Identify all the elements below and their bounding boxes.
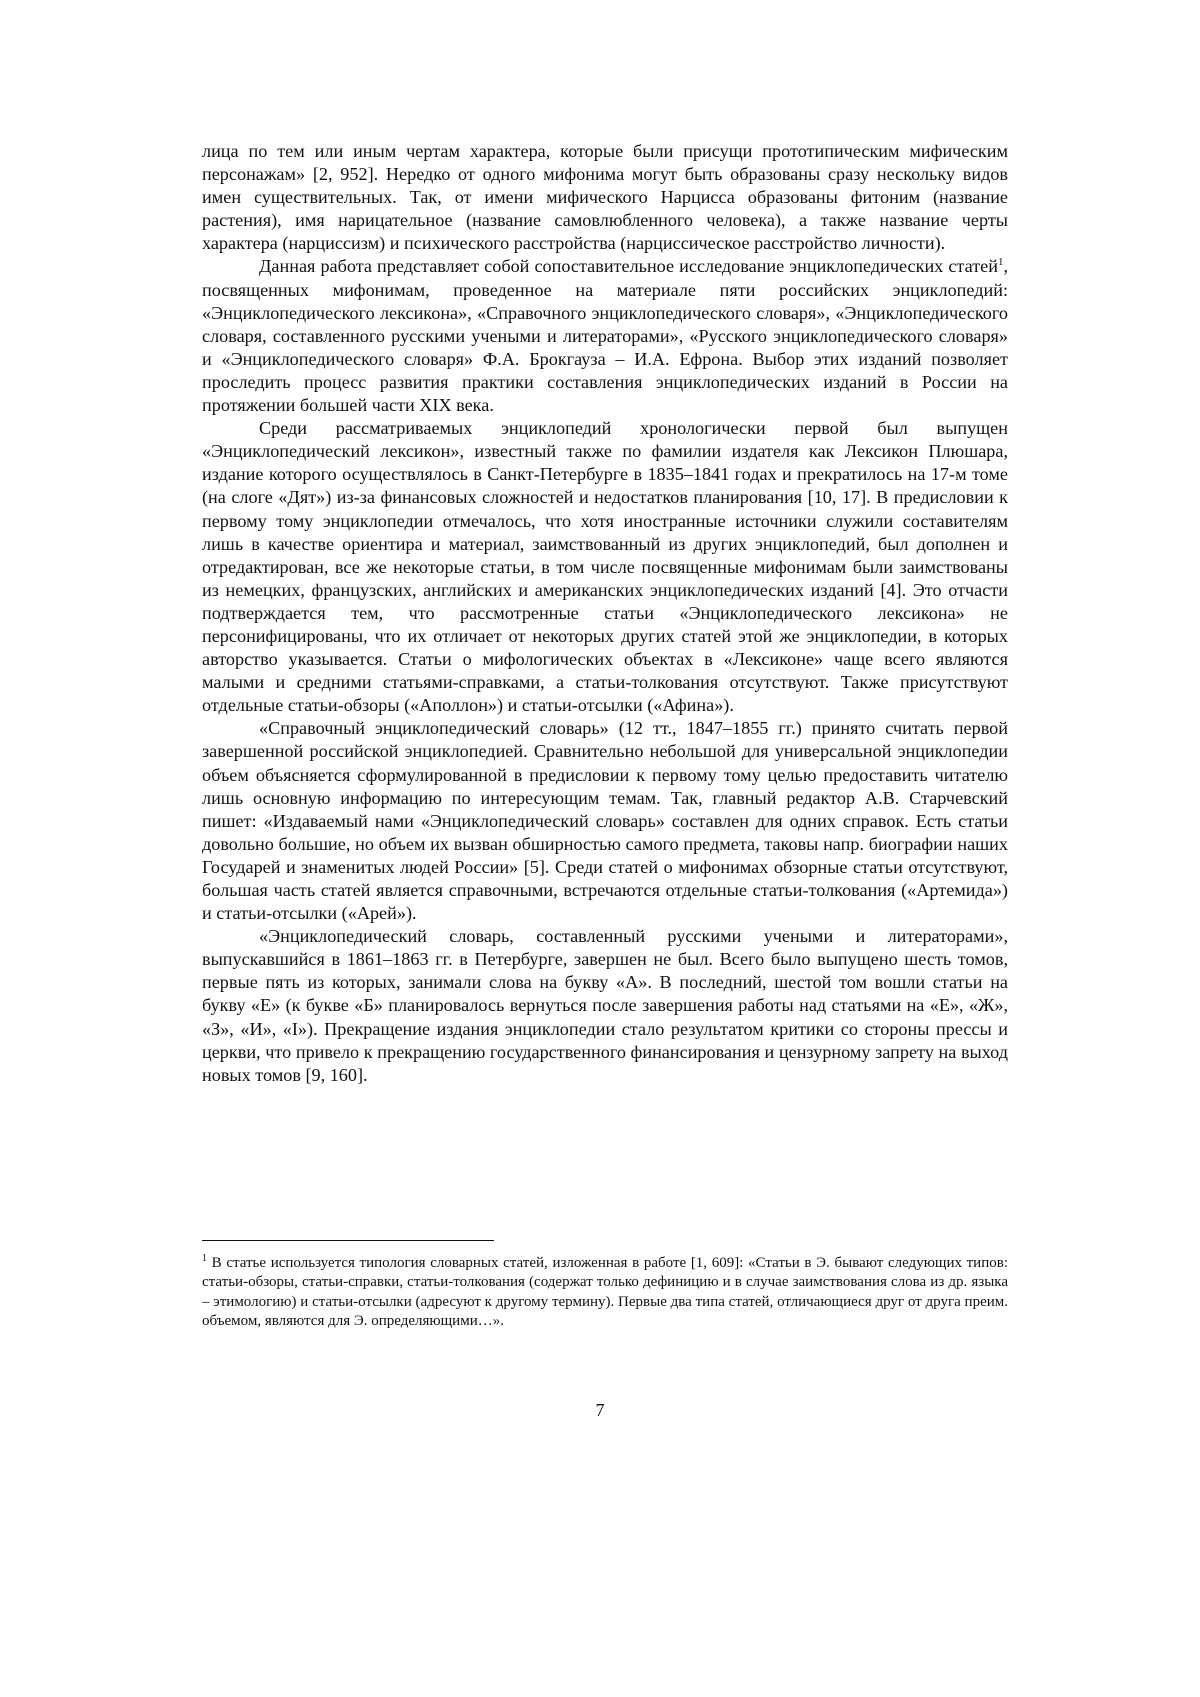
- footnote: [202, 1254, 1008, 1331]
- body-text: [202, 140, 1008, 1087]
- footnote-separator: [202, 1240, 494, 1241]
- footnote-mark: 1: [202, 1253, 207, 1264]
- paragraph-2-text-after: , посвященных мифонимам, проведенное на материале пяти российских энциклопедий: «Энциклопедического лексикона», «Справочного энциклопедического словаря», «Энциклопедического словаря, составленного русскими учеными и литераторами», «Русского энциклопедического словаря» и «Энциклопедического словаря» Ф.А. Брокгауза – И.А. Ефрона. Выбор этих изданий позволяет проследить процесс развития практики составления энциклопедических изданий в России на протяжении большей части XIX века.: [202, 256, 1008, 415]
- paragraph-2: [202, 255, 1008, 417]
- paragraph-2-text-before: Данная работа представляет собой сопоставительное исследование энциклопедических статей: [259, 256, 998, 276]
- footnote-text: В статье используется типология словарных статей, изложенная в работе [1, 609]: «Статьи в Э. бывают следующих типов: статьи-обзоры, статьи-справки, статьи-толкования (содержат только дефиницию и в случае заимствования слова из др. языка – этимологию) и статьи-отсылки (адресуют к другому термину). Первые два типа статей, отличающиеся друг от друга преим. объемом, являются для Э. определяющими…».: [202, 1255, 1008, 1329]
- footnote-reference[interactable]: 1: [998, 256, 1004, 268]
- paragraph-1: лица по тем или иным чертам характера, которые были присущи прототипическим мифическим персонажам» [2, 952]. Нередко от одного мифонима могут быть образованы сразу нескольку видов имен существительных. Так, от имени мифического Нарцисса образованы фитоним (название растения), имя нарицательное (название самовлюбленного человека), а также название черты характера (нарциссизм) и психического расстройства (нарциссическое расстройство личности).: [202, 140, 1008, 255]
- paragraph-3: Среди рассматриваемых энциклопедий хронологически первой был выпущен «Энциклопедический лексикон», известный также по фамилии издателя как Лексикон Плюшара, издание которого осуществлялось в Санкт-Петербурге в 1835–1841 годах и прекратилось на 17-м томе (на слоге «Дят») из-за финансовых сложностей и недостатков планирования [10, 17]. В предисловии к первому тому энциклопедии отмечалось, что хотя иностранные источники служили составителям лишь в качестве ориентира и материал, заимствованный из других энциклопедий, был дополнен и отредактирован, все же некоторые статьи, в том числе посвященные мифонимам были заимствованы из немецких, французских, английских и американских энциклопедических изданий [4]. Это отчасти подтверждается тем, что рассмотренные статьи «Энциклопедического лексикона» не персонифицированы, что их отличает от некоторых других статей этой же энциклопедии, в которых авторство указывается. Статьи о мифологических объектах в «Лексиконе» чаще всего являются малыми и средними статьями-справками, а статьи-толкования отсутствуют. Также присутствуют отдельные статьи-обзоры («Аполлон») и статьи-отсылки («Афина»).: [202, 417, 1008, 717]
- paragraph-4: «Справочный энциклопедический словарь» (12 тт., 1847–1855 гг.) принято считать первой завершенной российской энциклопедией. Сравнительно небольшой для универсальной энциклопедии объем объясняется сформулированной в предисловии к первому тому целью предоставить читателю лишь основную информацию по интересующим темам. Так, главный редактор А.В. Старчевский пишет: «Издаваемый нами «Энциклопедический словарь» составлен для одних справок. Есть статьи довольно большие, но объем их вызван обширностью самого предмета, таковы напр. биографии наших Государей и знаменитых людей России» [5]. Среди статей о мифонимах обзорные статьи отсутствуют, большая часть статей является справочными, встречаются отдельные статьи-толкования («Артемида») и статьи-отсылки («Арей»).: [202, 717, 1008, 925]
- paragraph-5: «Энциклопедический словарь, составленный русскими учеными и литераторами», выпускавшийся в 1861–1863 гг. в Петербурге, завершен не был. Всего было выпущено шесть томов, первые пять из которых, занимали слова на букву «А». В последний, шестой том вошли статьи на букву «Е» (к букве «Б» планировалось вернуться после завершения работы над статьями на «Е», «Ж», «З», «И», «І»). Прекращение издания энциклопедии стало результатом критики со стороны прессы и церкви, что привело к прекращению государственного финансирования и цензурному запрету на выход новых томов [9, 160].: [202, 925, 1008, 1087]
- page-number: 7: [0, 1400, 1200, 1421]
- document-page: [0, 0, 1200, 1697]
